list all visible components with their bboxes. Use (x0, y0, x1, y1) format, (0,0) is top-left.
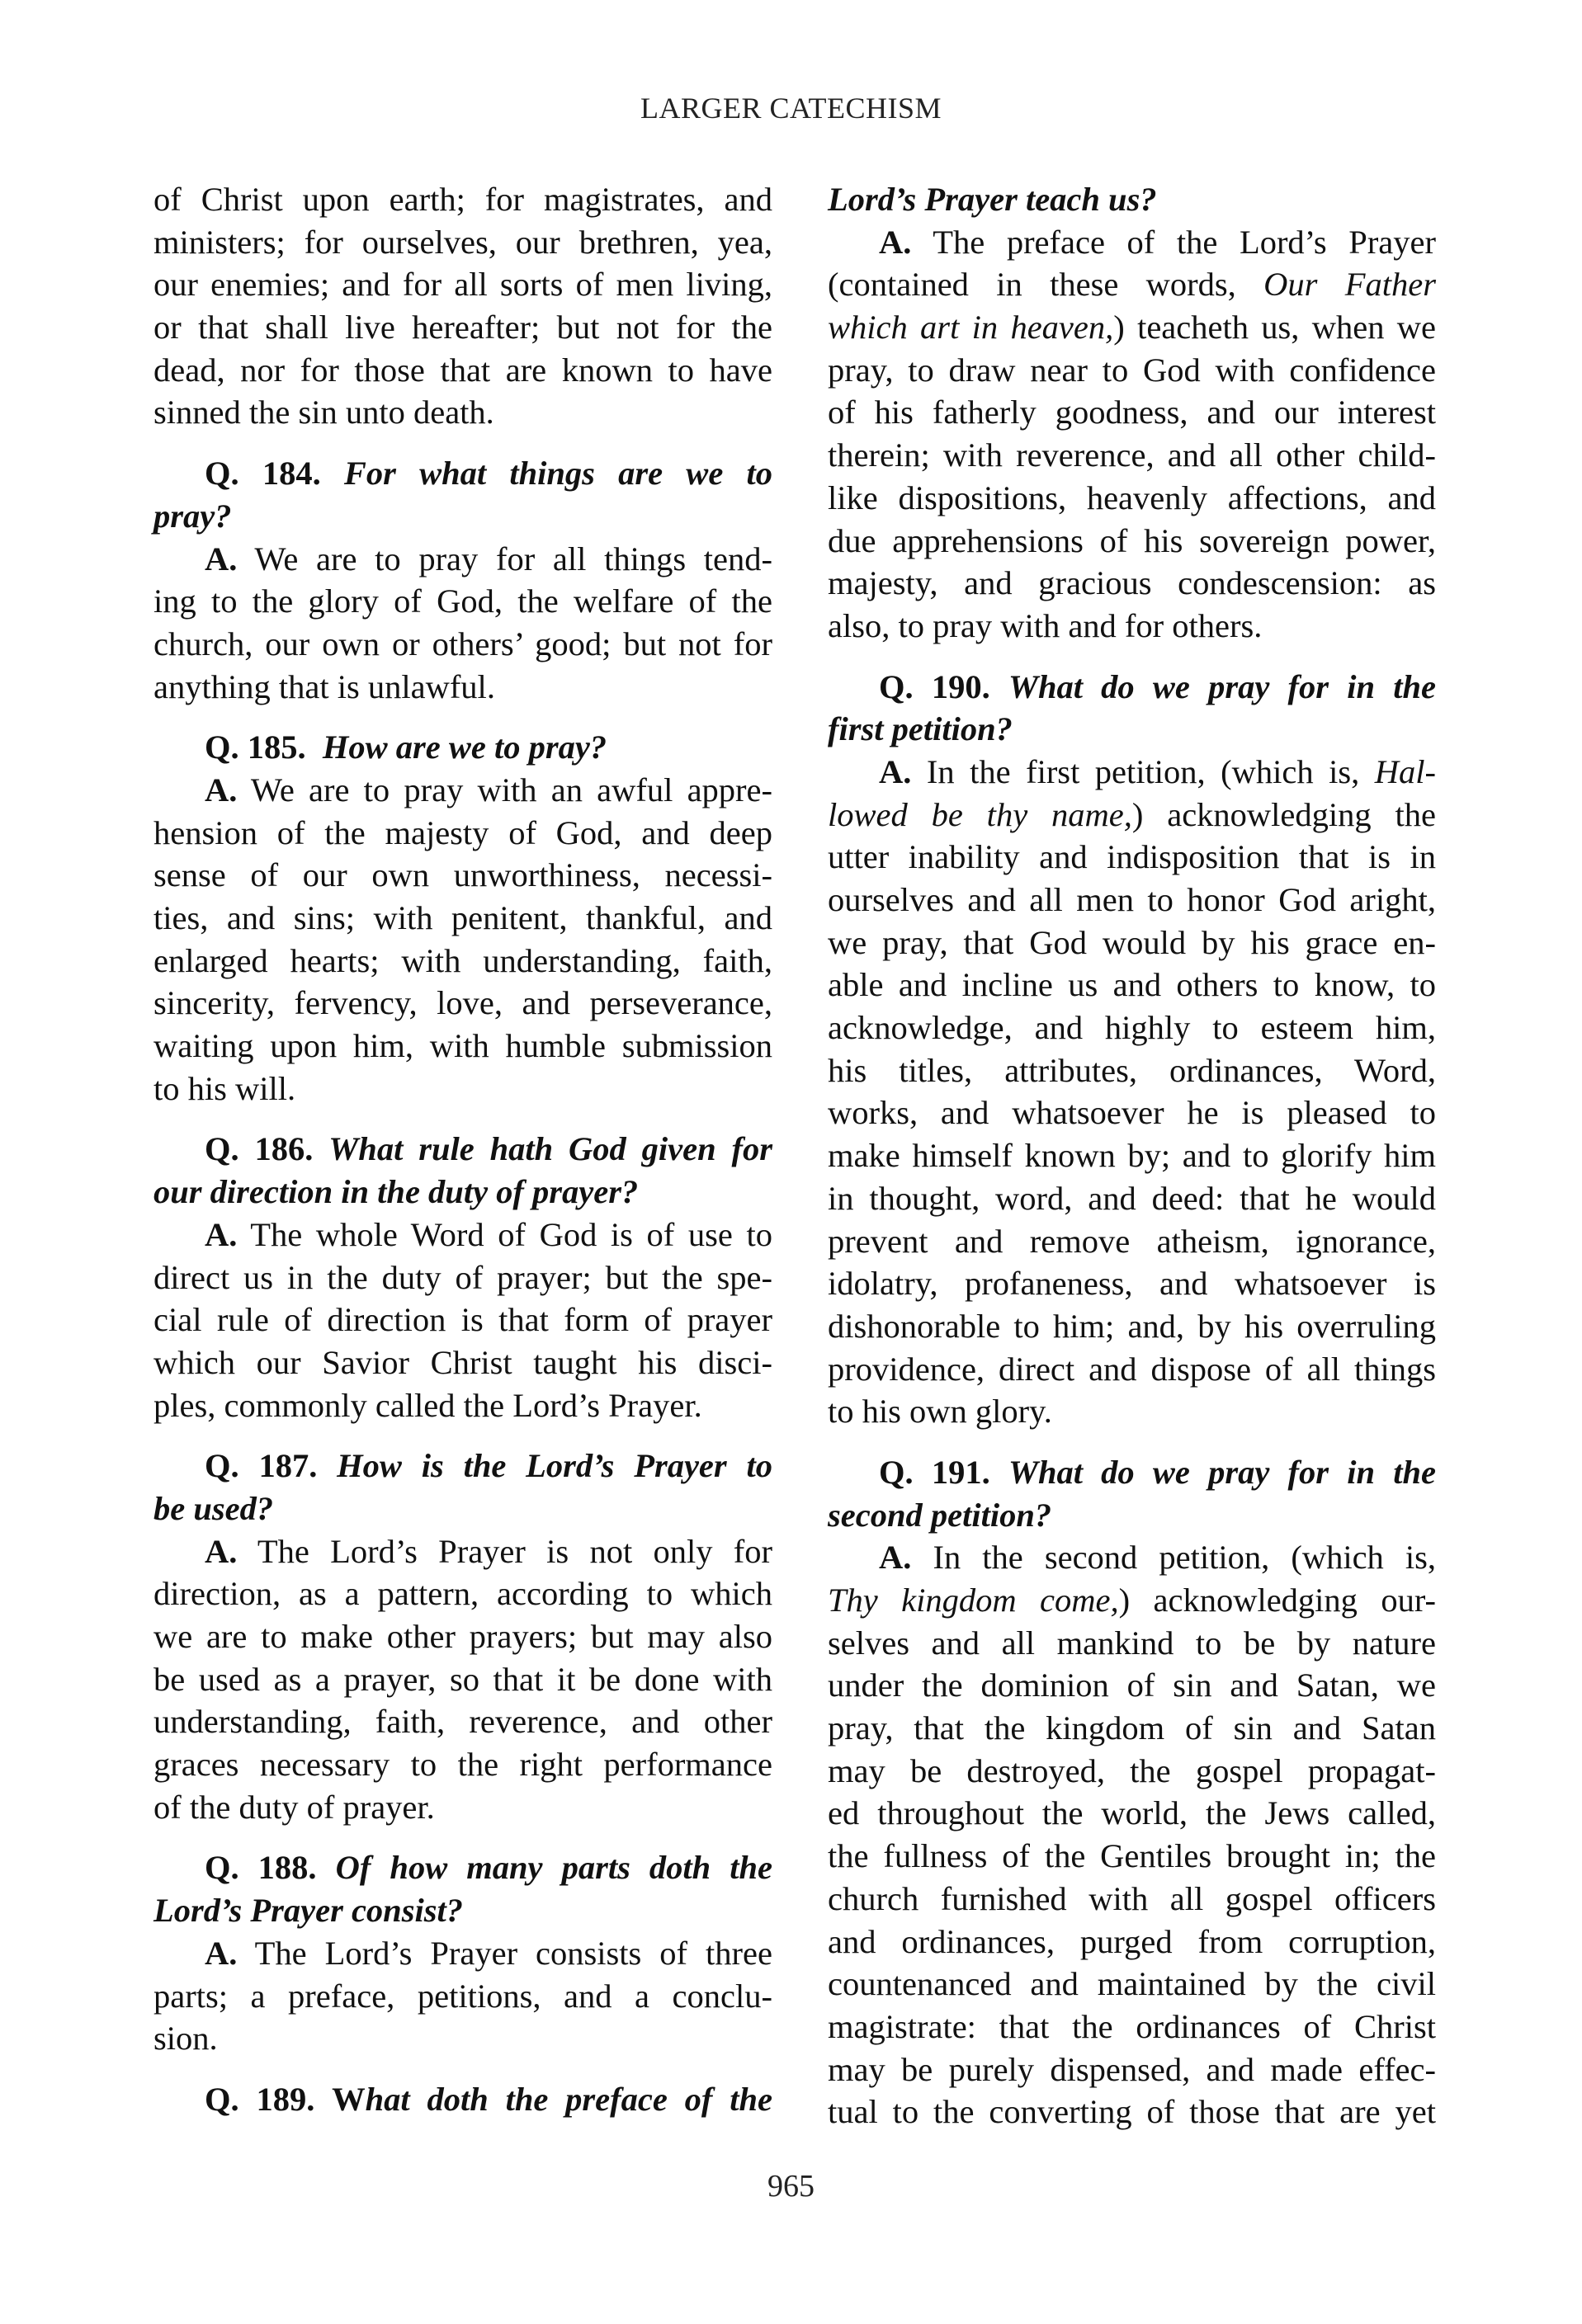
question-190 (828, 666, 1436, 1433)
answer-text: make himself known by; and to glorify him (828, 1137, 1436, 1175)
answer-label: A. (879, 223, 912, 261)
question-line (828, 666, 1436, 709)
answer-text: we pray, that God would by his grace en- (828, 923, 1436, 961)
question-number: Q. 187. (205, 1447, 318, 1485)
answer-text: works, and whatsoever he is pleased to (828, 1094, 1436, 1132)
page-number: 965 (767, 2169, 815, 2204)
question-186 (153, 1128, 772, 1426)
answer-text: church, our own or others’ good; but not for (153, 625, 772, 662)
answer-text: pray, that the kingdom of sin and Satan (828, 1709, 1436, 1747)
answer-text: like dispositions, heavenly affections, and (828, 478, 1436, 516)
scripture-quote: Thy kingdom come, (828, 1582, 1119, 1619)
right-column (828, 178, 1436, 2133)
question-line (153, 1128, 772, 1171)
question-number: Q. 185. (205, 728, 306, 766)
answer-text: anything that is unlawful. (153, 667, 495, 705)
answer-text: ties, and sins; with penitent, thankful, and (153, 899, 772, 936)
answer-text: direct us in the duty of prayer; but the spe- (153, 1258, 772, 1296)
answer-text: ourselves and all men to honor God aright, (828, 881, 1436, 918)
answer-text: cial rule of direction is that form of prayer (153, 1301, 772, 1339)
question-191 (828, 1451, 1436, 2133)
answer-text: magistrate: that the ordinances of Christ (828, 2007, 1436, 2045)
answer-line (828, 751, 1436, 794)
answer-label: A. (879, 1539, 912, 1577)
answer-text: sense of our own unworthiness, necessi- (153, 856, 772, 894)
answer-text: The preface of the Lord’s Prayer (933, 223, 1436, 261)
running-head: LARGER CATECHISM (640, 92, 942, 125)
answer-label: A. (205, 1532, 238, 1570)
answer-text: providence, direct and dispose of all things (828, 1350, 1436, 1388)
answer-line (153, 1932, 772, 1975)
answer-line (828, 1579, 1436, 1622)
question-text: How are we to pray? (322, 728, 607, 766)
question-188 (153, 1846, 772, 2059)
answer-text: In the first petition, (which is, (926, 752, 1360, 790)
answer-label: A. (205, 540, 238, 577)
question-text: second petition? (828, 1496, 1052, 1534)
answer-text: to his will. (153, 1069, 296, 1107)
answer-text: also, to pray with and for others. (828, 606, 1263, 644)
question-text: What do we pray for in the (1008, 667, 1436, 705)
question-number: Q. 190. (879, 667, 990, 705)
answer-line (828, 1536, 1436, 1579)
scripture-quote: which art in heaven, (828, 309, 1114, 346)
question-text: Lord’s Prayer teach us? (828, 181, 1157, 218)
answer-text: ing to the glory of God, the welfare of the (153, 582, 772, 620)
text-line: of Christ upon earth; for magistrates, and (153, 181, 772, 218)
answer-line (153, 1214, 772, 1256)
question-text: Of how many parts doth the (335, 1849, 772, 1887)
question-text: What rule hath God given for (328, 1130, 773, 1168)
question-line (153, 452, 772, 495)
answer-text: The Lord’s Prayer consists of three (254, 1934, 772, 1972)
answer-text: tual to the converting of those that are yet (828, 2093, 1436, 2131)
answer-text: countenanced and maintained by the civil (828, 1965, 1436, 2003)
answer-text: (contained in these words, (828, 266, 1236, 304)
question-line (153, 726, 772, 769)
question-text: For what things are we to (343, 455, 772, 493)
text-line: ministers; for ourselves, our brethren, yea, (153, 223, 772, 261)
answer-text: ed throughout the world, the Jews called, (828, 1794, 1436, 1832)
answer-text: ) acknowledging the (1131, 795, 1436, 833)
scripture-quote: Our Father (1263, 266, 1437, 304)
question-line (153, 1846, 772, 1889)
answer-text: acknowledge, and highly to esteem him, (828, 1009, 1436, 1047)
answer-text: the fullness of the Gentiles brought in; the (828, 1837, 1436, 1875)
answer-text: his titles, attributes, ordinances, Word, (828, 1051, 1436, 1089)
answer-text: enlarged hearts; with understanding, faith, (153, 941, 772, 979)
answer-text: therein; with reverence, and all other child- (828, 436, 1436, 474)
question-text: our direction in the duty of prayer? (153, 1173, 639, 1211)
answer-text: utter inability and indisposition that is in (828, 838, 1436, 876)
scripture-quote: Hal- (1374, 752, 1437, 790)
answer-label: A. (205, 1934, 238, 1972)
answer-line (153, 769, 772, 812)
answer-text: selves and all mankind to be by nature (828, 1624, 1436, 1662)
answer-line (828, 794, 1436, 837)
answer-text: sincerity, fervency, love, and perseverance, (153, 984, 772, 1022)
question-189 (153, 2078, 772, 2121)
answer-text: We are to pray with an awful appre- (250, 771, 772, 808)
question-189-continued (828, 178, 1436, 648)
answer-text: in thought, word, and deed: that he would (828, 1179, 1436, 1217)
answer-text: The Lord’s Prayer is not only for (257, 1532, 772, 1570)
question-line (153, 1445, 772, 1487)
answer-text: waiting upon him, with humble submission (153, 1027, 772, 1065)
answer-text: dishonorable to him; and, by his overruling (828, 1307, 1436, 1345)
answer-label: A. (205, 771, 238, 808)
answer-text: pray, to draw near to God with confidence (828, 351, 1436, 389)
answer-text: may be purely dispensed, and made effec- (828, 2050, 1436, 2088)
question-number: Q. 191. (879, 1453, 990, 1491)
answer-text: The whole Word of God is of use to (250, 1215, 772, 1253)
answer-line (153, 1530, 772, 1573)
question-text: be used? (153, 1489, 274, 1527)
question-text: hat doth the preface of the (365, 2080, 772, 2118)
question-number: Q. 186. (205, 1130, 314, 1168)
answer-text: under the dominion of sin and Satan, we (828, 1666, 1436, 1704)
answer-text: may be destroyed, the gospel propagat- (828, 1751, 1436, 1789)
text-line: our enemies; and for all sorts of men living, (153, 266, 772, 304)
answer-text: prevent and remove atheism, ignorance, (828, 1222, 1436, 1260)
answer-text: majesty, and gracious condescension: as (828, 564, 1436, 602)
answer-text: We are to pray for all things tend- (254, 540, 772, 577)
answer-text: and ordinances, purged from corruption, (828, 1922, 1436, 1960)
question-185 (153, 726, 772, 1110)
answer-text: ples, commonly called the Lord’s Prayer. (153, 1386, 702, 1424)
question-text: How is the Lord’s Prayer to (337, 1447, 772, 1485)
answer-text: which our Savior Christ taught his disci- (153, 1343, 772, 1381)
answer-text: due apprehensions of his sovereign power, (828, 521, 1436, 559)
answer-text: sion. (153, 2020, 218, 2058)
text-line: sinned the sin unto death. (153, 394, 494, 431)
answer-text: ) acknowledging our- (1118, 1582, 1436, 1619)
answer-text: we are to make other prayers; but may also (153, 1618, 772, 1655)
answer-label: A. (879, 752, 912, 790)
answer-text: to his own glory. (828, 1393, 1052, 1431)
text-line: or that shall live hereafter; but not for the (153, 309, 772, 346)
answer-line (828, 221, 1436, 264)
answer-text: able and incline us and others to know, to (828, 966, 1436, 1004)
left-column (153, 178, 772, 2121)
answer-text: idolatry, profaneness, and whatsoever is (828, 1265, 1436, 1303)
continuation-paragraph (153, 178, 772, 434)
answer-text: hension of the majesty of God, and deep (153, 813, 772, 851)
question-text: What do we pray for in the (1008, 1453, 1436, 1491)
answer-text: of his fatherly goodness, and our interest (828, 394, 1436, 431)
question-184 (153, 452, 772, 708)
question-number: Q. 189. (205, 2080, 315, 2118)
question-187 (153, 1445, 772, 1828)
scripture-quote: lowed be thy name, (828, 795, 1132, 833)
answer-text: be used as a prayer, so that it be done with (153, 1660, 772, 1698)
answer-text: understanding, faith, reverence, and other (153, 1703, 772, 1741)
question-line (153, 2078, 772, 2121)
answer-text: parts; a preface, petitions, and a conclu- (153, 1977, 772, 2015)
text-line: dead, nor for those that are known to have (153, 351, 772, 389)
answer-text: In the second petition, (which is, (933, 1539, 1437, 1577)
question-text: Lord’s Prayer consist? (153, 1892, 463, 1930)
question-text: pray? (153, 497, 232, 535)
answer-label: A. (205, 1215, 238, 1253)
answer-text: graces necessary to the right performance (153, 1746, 772, 1784)
answer-line (828, 263, 1436, 306)
answer-text: of the duty of prayer. (153, 1788, 435, 1826)
answer-text: ) teacheth us, when we (1113, 309, 1437, 346)
question-text: first petition? (828, 710, 1013, 748)
answer-line (153, 538, 772, 581)
question-initial: W (332, 2080, 366, 2118)
question-line (828, 1451, 1436, 1494)
question-number: Q. 184. (205, 455, 321, 493)
answer-line (828, 306, 1436, 349)
answer-text: church furnished with all gospel officers (828, 1879, 1436, 1917)
question-number: Q. 188. (205, 1849, 317, 1887)
answer-text: direction, as a pattern, according to which (153, 1575, 772, 1613)
